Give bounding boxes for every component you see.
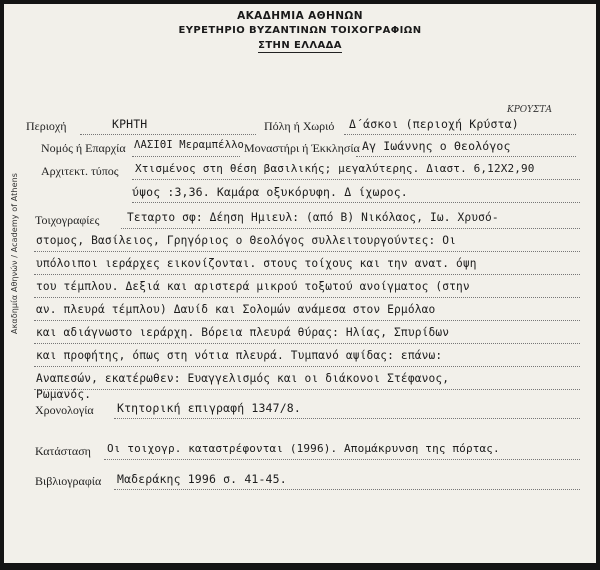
- value-city: Δ΄άσκοι (περιοχή Κρύστα): [349, 117, 519, 131]
- fresco-line: υπόλοιποι ιεράρχες εικονίζονται. στους τοίχους και την ανατ. όψη: [36, 257, 477, 270]
- label-chronology: Χρονολογία: [35, 403, 94, 417]
- handwritten-note: ΚΡΟΥΣΤΑ: [507, 105, 552, 115]
- dots-monastery: [356, 156, 576, 157]
- card-bottom-edge: [4, 563, 596, 566]
- dots-fresco-7: [34, 389, 580, 390]
- dots-bibliography: [114, 489, 580, 490]
- label-region: Περιοχή: [26, 119, 67, 133]
- value-region: ΚΡΗΤΗ: [112, 117, 148, 131]
- value-nomos: ΛΑΣΙΘΙ Μεραμπέλλο: [134, 139, 245, 151]
- value-arch-line1: Χτισμένος στη θέση βασιλικής; μεγαλύτερης. Διαστ. 6,12Χ2,90: [135, 162, 535, 175]
- header-academy: ΑΚΑΔΗΜΙΑ ΑΘΗΝΩΝ: [237, 10, 363, 22]
- value-bibliography: Μαδεράκης 1996 σ. 41-45.: [117, 472, 287, 486]
- dots-fresco-3: [34, 297, 580, 298]
- fresco-line: Αναπεσών, εκατέρωθεν: Ευαγγελισμός και οι διάκονοι Στέφανος,: [36, 372, 450, 385]
- value-monastery: Αγ Ιωάννης ο Θεολόγος: [362, 139, 511, 153]
- dots-city: [344, 134, 576, 135]
- dots-fresco-6: [34, 366, 580, 367]
- dots-condition: [104, 459, 580, 460]
- value-chronology: Κτητορική επιγραφή 1347/8.: [117, 401, 301, 415]
- header-index-title: ΕΥΡΕΤΗΡΙΟ ΒΥΖΑΝΤΙΝΩΝ ΤΟΙΧΟΓΡΑΦΙΩΝ: [178, 25, 422, 36]
- fresco-line: αν. πλευρά τέμπλου) Δαυίδ και Σολομών ανάμεσα στον Ερμόλαο: [36, 303, 436, 316]
- dots-chronology: [114, 418, 580, 419]
- dots-fresco-2: [34, 274, 580, 275]
- dots-fresco-5: [34, 343, 580, 344]
- dots-arch-1: [132, 179, 580, 180]
- dots-fresco-4: [34, 320, 580, 321]
- label-bibliography: Βιβλιογραφία: [35, 474, 102, 488]
- fresco-line: στομος, Βασίλειος, Γρηγόριος ο Θεολόγος συλλειτουργούντες: Οι: [36, 234, 457, 247]
- fresco-line: και αδιάγνωστο ιεράρχη. Βόρεια πλευρά θύρας: Ηλίας, Σπυρίδων: [36, 326, 450, 339]
- label-nomos: Νομός ή Επαρχία: [41, 141, 126, 155]
- side-credit-text: Ακαδημία Αθηνών / Academy of Athens: [10, 172, 19, 334]
- dots-nomos: [132, 156, 240, 157]
- value-arch-line2: ύψος :3,36. Καμάρα οξυκόρυφη. Δ ίχωρος.: [132, 185, 408, 199]
- value-condition: Οι τοιχογρ. καταστρέφονται (1996). Απομάκρυνση της πόρτας.: [107, 442, 500, 455]
- header-region: [4, 40, 596, 51]
- fresco-line: Τεταρτο σφ: Δέηση Ημιευλ: (από Β) Νικόλαος, Ιω. Χρυσό-: [127, 211, 499, 224]
- label-condition: Κατάσταση: [35, 444, 91, 458]
- dots-arch-2: [132, 202, 580, 203]
- dots-region: [80, 134, 256, 135]
- label-arch-type: Αρχιτεκτ. τύπος: [41, 164, 119, 178]
- fresco-line: και προφήτης, όπως στη νότια πλευρά. Τυμπανό αψίδας: επάνω:: [36, 349, 443, 362]
- label-frescoes: Τοιχογραφίες: [35, 213, 100, 227]
- fresco-line: του τέμπλου. Δεξιά και αριστερά μικρού τοξωτού ανοίγματος (στην: [36, 280, 470, 293]
- dots-fresco-0: [121, 228, 580, 229]
- label-monastery: Μοναστήρι ή Έκκλησία: [244, 141, 360, 155]
- index-card: [4, 4, 596, 566]
- dots-fresco-1: [34, 251, 580, 252]
- fresco-line: Ρωμανός.: [36, 388, 92, 401]
- header-region-text: ΣΤΗΝ ΕΛΛΑΔΑ: [258, 40, 342, 51]
- label-city: Πόλη ή Χωριό: [264, 119, 335, 133]
